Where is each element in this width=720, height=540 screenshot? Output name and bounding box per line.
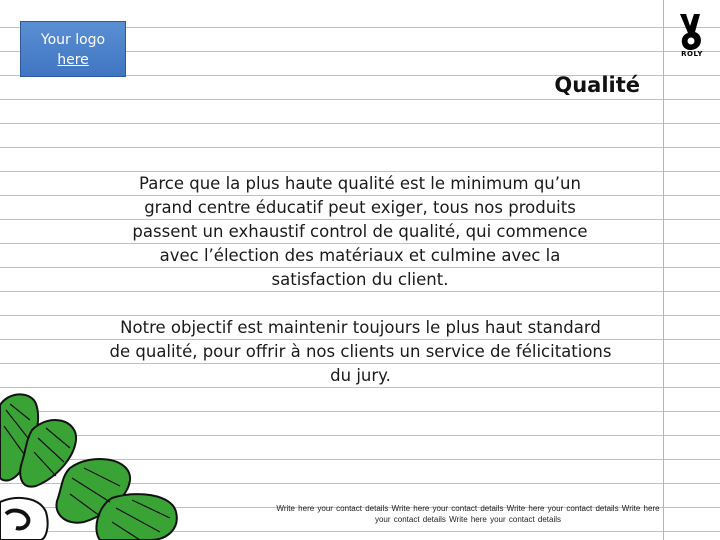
contact-line-2: your contact details Write here your contact details xyxy=(374,515,562,524)
paragraph-quality-intro: Parce que la plus haute qualité est le minimum qu’un grand centre éducatif peut exiger, tous nos produits passent un exhaustif control de qualité, qui commence avec l’élection des matériaux et culmine avec la satisfaction du client. xyxy=(132,174,588,289)
logo-placeholder xyxy=(20,21,126,77)
paragraph-objective: Notre objectif est maintenir toujours le plus haut standard de qualité, pour offrir à nos clients un service de félicitations du jury. xyxy=(109,318,612,385)
page-title: Qualité xyxy=(554,73,640,97)
contact-line-1: Write here your contact details Write here your contact details Write here your contact details Write here xyxy=(276,504,660,513)
notebook-margin-line xyxy=(663,0,664,540)
logo-text-line1: Your logo xyxy=(40,32,106,48)
green-flower-illustration xyxy=(0,390,185,540)
brand-name: ROLY xyxy=(681,50,703,58)
logo-text-line2: here xyxy=(57,52,89,68)
contact-details xyxy=(244,503,692,525)
